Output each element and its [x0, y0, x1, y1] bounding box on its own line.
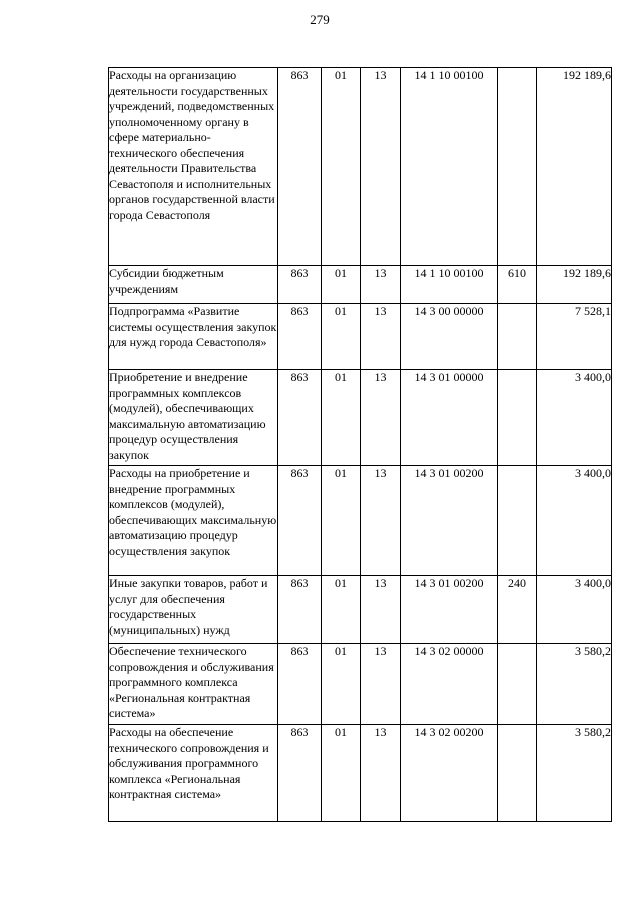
expense-type-cell: [498, 68, 537, 266]
department-code-cell: 863: [278, 304, 322, 370]
target-article-cell: 14 3 01 00200: [401, 466, 498, 576]
subsection-code-cell: 13: [361, 370, 401, 466]
expense-name: Субсидии бюджетным учреждениям: [109, 266, 224, 296]
department-code-cell: 863: [278, 68, 322, 266]
target-article-cell: 14 1 10 00100: [401, 266, 498, 304]
amount-cell: 3 400,0: [537, 370, 612, 466]
expense-type-cell: [498, 466, 537, 576]
expense-type-cell: 240: [498, 576, 537, 644]
expense-name-cell: [109, 304, 278, 370]
amount-cell: 3 400,0: [537, 576, 612, 644]
amount-cell: 192 189,6: [537, 68, 612, 266]
target-article-cell: 14 3 00 00000: [401, 304, 498, 370]
section-code-cell: 01: [322, 68, 361, 266]
department-code-cell: 863: [278, 466, 322, 576]
expense-name-cell: [109, 68, 278, 266]
target-article-cell: 14 3 02 00000: [401, 644, 498, 725]
table-row: [109, 466, 612, 576]
department-code-cell: 863: [278, 644, 322, 725]
expense-name: Подпрограмма «Развитие системы осуществления закупок для нужд города Севастополя»: [109, 304, 277, 349]
expense-name: Приобретение и внедрение программных комплексов (модулей), обеспечивающих максимальную автоматизацию процедур осуществления закупок: [109, 370, 266, 462]
expense-name: Расходы на организацию деятельности государственных учреждений, подведомственных уполномоченному органу в сфере материально-технического обеспечения деятельности Правительства Севастополя и исполнительных органов государственной власти города Севастополя: [109, 68, 275, 222]
expense-name-cell: [109, 576, 278, 644]
target-article-cell: 14 3 02 00200: [401, 725, 498, 822]
subsection-code-cell: 13: [361, 68, 401, 266]
department-code-cell: 863: [278, 370, 322, 466]
section-code-cell: 01: [322, 266, 361, 304]
table-row: [109, 370, 612, 466]
subsection-code-cell: 13: [361, 266, 401, 304]
department-code-cell: 863: [278, 725, 322, 822]
target-article-cell: 14 3 01 00000: [401, 370, 498, 466]
target-article-cell: 14 3 01 00200: [401, 576, 498, 644]
section-code-cell: 01: [322, 370, 361, 466]
table-row: [109, 68, 612, 266]
expense-name-cell: [109, 466, 278, 576]
section-code-cell: 01: [322, 576, 361, 644]
table-row: [109, 304, 612, 370]
expense-type-cell: [498, 370, 537, 466]
expense-type-cell: 610: [498, 266, 537, 304]
expense-name: Расходы на обеспечение технического сопровождения и обслуживания программного комплекса «Региональная контрактная система»: [109, 725, 269, 801]
section-code-cell: 01: [322, 725, 361, 822]
section-code-cell: 01: [322, 466, 361, 576]
amount-cell: 3 580,2: [537, 725, 612, 822]
amount-cell: 7 528,1: [537, 304, 612, 370]
subsection-code-cell: 13: [361, 725, 401, 822]
department-code-cell: 863: [278, 576, 322, 644]
expense-name-cell: [109, 725, 278, 822]
subsection-code-cell: 13: [361, 576, 401, 644]
subsection-code-cell: 13: [361, 466, 401, 576]
amount-cell: 3 580,2: [537, 644, 612, 725]
expense-name: Иные закупки товаров, работ и услуг для обеспечения государственных (муниципальных) нужд: [109, 576, 268, 637]
department-code-cell: 863: [278, 266, 322, 304]
expense-name-cell: [109, 644, 278, 725]
table-row: [109, 644, 612, 725]
amount-cell: 3 400,0: [537, 466, 612, 576]
section-code-cell: 01: [322, 644, 361, 725]
table-row: [109, 266, 612, 304]
section-code-cell: 01: [322, 304, 361, 370]
amount-cell: 192 189,6: [537, 266, 612, 304]
expense-name-cell: [109, 266, 278, 304]
target-article-cell: 14 1 10 00100: [401, 68, 498, 266]
budget-table: [108, 67, 612, 822]
expense-type-cell: [498, 304, 537, 370]
expense-name: Обеспечение технического сопровождения и обслуживания программного комплекса «Региональная контрактная система»: [109, 644, 274, 720]
expense-type-cell: [498, 644, 537, 725]
expense-name-cell: [109, 370, 278, 466]
expense-type-cell: [498, 725, 537, 822]
subsection-code-cell: 13: [361, 304, 401, 370]
table-row: [109, 725, 612, 822]
expense-name: Расходы на приобретение и внедрение программных комплексов (модулей), обеспечивающих максимальную автоматизацию процедур осуществления закупок: [109, 466, 277, 558]
page-number: 279: [310, 12, 330, 27]
table-row: [109, 576, 612, 644]
subsection-code-cell: 13: [361, 644, 401, 725]
